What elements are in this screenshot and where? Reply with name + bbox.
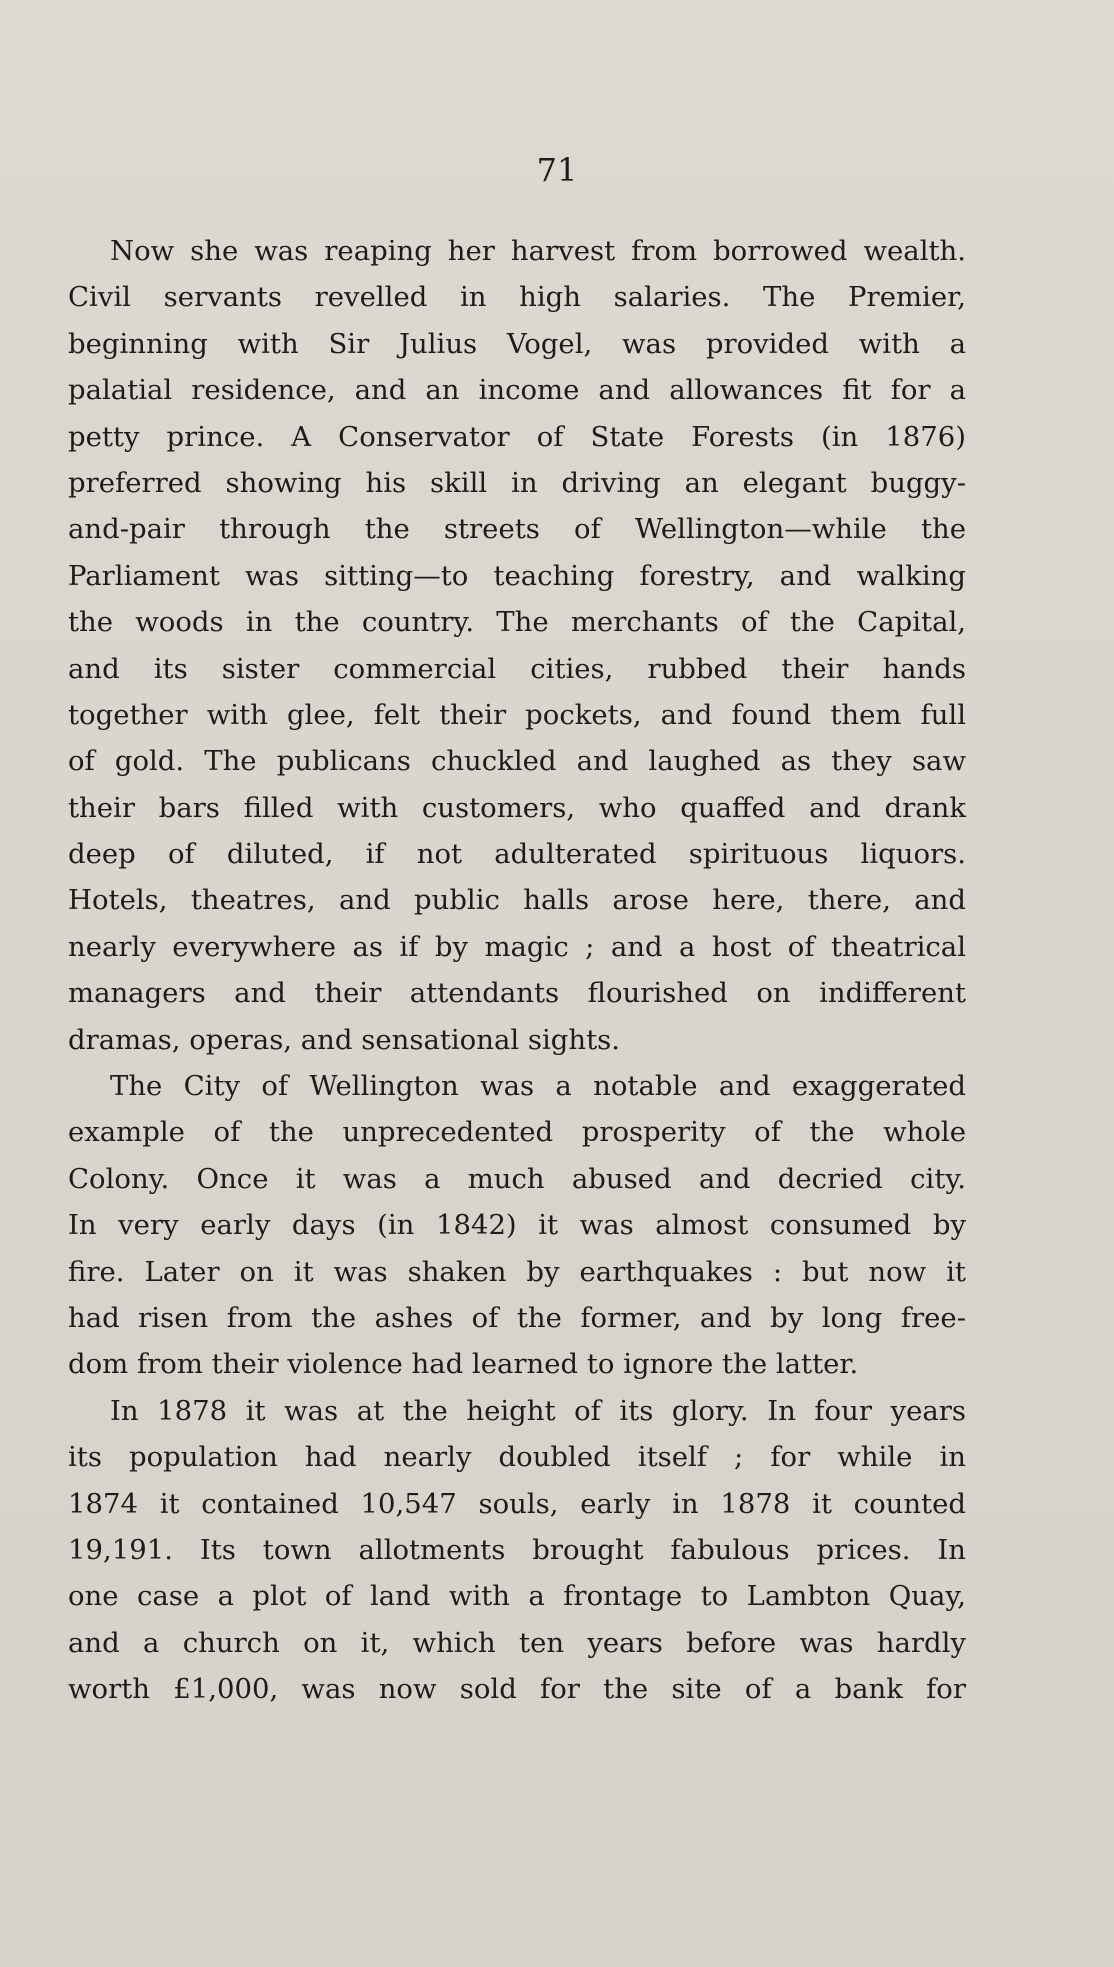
text-line: their bars filled with customers, who quaffed and drank: [68, 791, 966, 824]
body-text: [68, 228, 966, 1713]
text-line: Hotels, theatres, and public halls arose here, there, and: [68, 884, 966, 917]
text-line: one case a plot of land with a frontage to Lambton Quay,: [68, 1580, 966, 1613]
text-line: and its sister commercial cities, rubbed their hands: [68, 652, 966, 685]
text-line: and a church on it, which ten years before was hardly: [68, 1626, 966, 1659]
text-line: In very early days (in 1842) it was almost consumed by: [68, 1209, 966, 1242]
text-line: dramas, operas, and sensational sights.: [68, 1023, 621, 1056]
text-line: worth £1,000, was now sold for the site of a bank for: [68, 1673, 966, 1706]
text-line: nearly everywhere as if by magic ; and a host of theatrical: [68, 930, 966, 963]
text-line: its population had nearly doubled itself ; for while in: [68, 1441, 966, 1474]
text-line: and-pair through the streets of Wellington—while the: [68, 513, 966, 546]
text-line: beginning with Sir Julius Vogel, was provided with a: [68, 327, 966, 360]
text-line: together with glee, felt their pockets, and found them full: [68, 698, 966, 731]
text-line: Now she was reaping her harvest from borrowed wealth.: [110, 235, 966, 267]
text-line: deep of diluted, if not adulterated spirituous liquors.: [68, 838, 966, 871]
text-line: palatial residence, and an income and allowances fit for a: [68, 374, 966, 407]
text-line: In 1878 it was at the height of its glory. In four years: [110, 1394, 966, 1427]
page-number: 71: [536, 151, 578, 189]
text-line: managers and their attendants flourished on indifferent: [68, 977, 966, 1010]
text-line: petty prince. A Conservator of State Forests (in 1876): [68, 420, 966, 453]
text-line: 19,191. Its town allotments brought fabulous prices. In: [68, 1533, 966, 1566]
text-line: of gold. The publicans chuckled and laughed as they saw: [68, 745, 966, 778]
text-line: Civil servants revelled in high salaries. The Premier,: [68, 281, 966, 314]
text-line: example of the unprecedented prosperity of the whole: [68, 1116, 966, 1149]
text-line: dom from their violence had learned to ignore the latter.: [68, 1348, 859, 1381]
text-line: Parliament was sitting—to teaching forestry, and walking: [68, 559, 966, 592]
text-line: The City of Wellington was a notable and exaggerated: [110, 1070, 966, 1103]
text-line: fire. Later on it was shaken by earthquakes : but now it: [68, 1255, 966, 1288]
text-line: 1874 it contained 10,547 souls, early in 1878 it counted: [68, 1487, 966, 1520]
text-line: the woods in the country. The merchants of the Capital,: [68, 606, 966, 639]
text-line: Colony. Once it was a much abused and decried city.: [68, 1162, 966, 1195]
text-line: had risen from the ashes of the former, and by long free-: [68, 1301, 966, 1334]
text-line: preferred showing his skill in driving an elegant buggy-: [68, 466, 966, 499]
